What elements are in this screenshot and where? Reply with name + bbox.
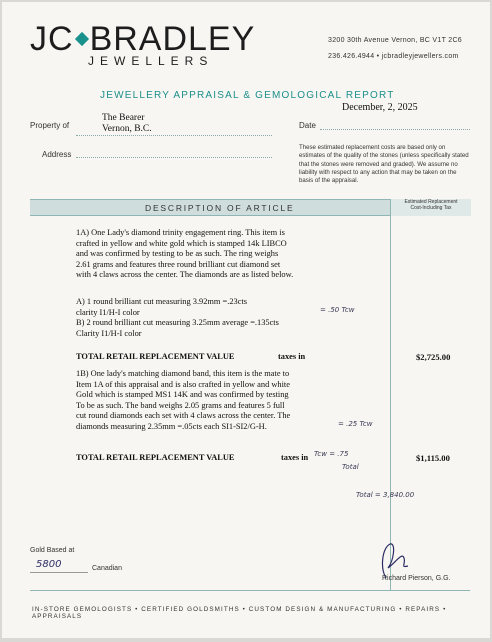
item2-price: $1,115.00 [416,453,450,463]
item1-description: 1A) One Lady's diamond trinity engagement ring. This item is crafted in yellow and white gold which is stamped 14k LIBCO and was confirmed by testing to be as such. The ring weighs 2.61 grams and features three round brilliant cut diamond set with 4 claws across the center. The diamonds are as listed below. [76,228,294,280]
gold-line [30,572,88,573]
item2-taxes: taxes in [281,453,309,462]
date-value: December, 2, 2025 [342,102,418,113]
note-tcw-50: = .50 Tcw [320,306,355,314]
item2-total-label: TOTAL RETAIL REPLACEMENT VALUE [76,453,235,462]
item2-description: 1B) One lady's matching diamond band, this item is the mate to Item 1A of this appraisal and is also crafted in yellow and white Gold which is stamped MS1 14K and was confirmed by testing To be as such. The band weighs 2.05 grams and features 5 full cut round diamonds each set with 4 claws across the center. The diamonds measuring 2.35mm =.05cts each SI1-SI2/G-H. [76,369,291,431]
item1-taxes: taxes in [278,352,306,361]
address-label: Address [42,150,72,159]
logo-subtitle: JEWELLERS [88,54,214,68]
gold-based-label: Gold Based at [30,547,75,554]
property-of-value: The Bearer [102,113,145,123]
column-divider [390,199,391,591]
company-address: 3200 30th Avenue Vernon, BC V1T 2C6 236.426.4944 • jcbradleyjewellers.com [328,37,463,60]
property-of-value2: Vernon, B.C. [102,124,152,134]
note-tcw-75: Tcw = .75 [314,450,349,458]
gold-based-value: 5800 [36,559,62,570]
date-line [320,129,470,130]
report-title: JEWELLERY APPRAISAL & GEMOLOGICAL REPORT [100,90,395,101]
property-line [76,135,272,136]
table-header [30,199,470,216]
note-tcw-25: = .25 Tcw [338,420,373,428]
description-header: DESCRIPTION OF ARTICLE [145,203,295,213]
disclaimer-text: These estimated replacement costs are based only on estimates of the quality of the stones (unless specifically stated that the stones were removed and graded). We assume no liability with respect to any action that may be taken on the basis of the appraisal. [299,144,469,185]
diamond-icon [74,31,88,45]
currency-label: Canadian [92,565,122,572]
services-footer: IN-STORE GEMOLOGISTS • CERTIFIED GOLDSMITHS • CUSTOM DESIGN & MANUFACTURING • REPAIRS • APPRAISALS [32,606,447,620]
footer-rule [30,590,470,591]
item1-total-label: TOTAL RETAIL REPLACEMENT VALUE [76,352,235,361]
property-of-label: Property of [30,121,70,130]
date-label: Date [299,121,316,130]
item1-price: $2,725.00 [416,352,451,362]
address-line [76,157,272,158]
appraisal-page [2,2,490,638]
company-logo: JC BRADLEY [30,20,256,58]
item1-stones: A) 1 round brilliant cut measuring 3.92mm =.23cts clarity I1/H-I color B) 2 round brilliant cut measuring 3.25mm average =.135cts Clarity I1/H-I color [76,297,279,338]
note-grand-total: Total = 3,840.00 [356,491,415,499]
cost-header: Estimated Replacement Cost-Including Tax [390,199,471,216]
note-total: Total [342,463,359,471]
appraiser-name: Richard Pierson, G.G. [382,575,451,582]
